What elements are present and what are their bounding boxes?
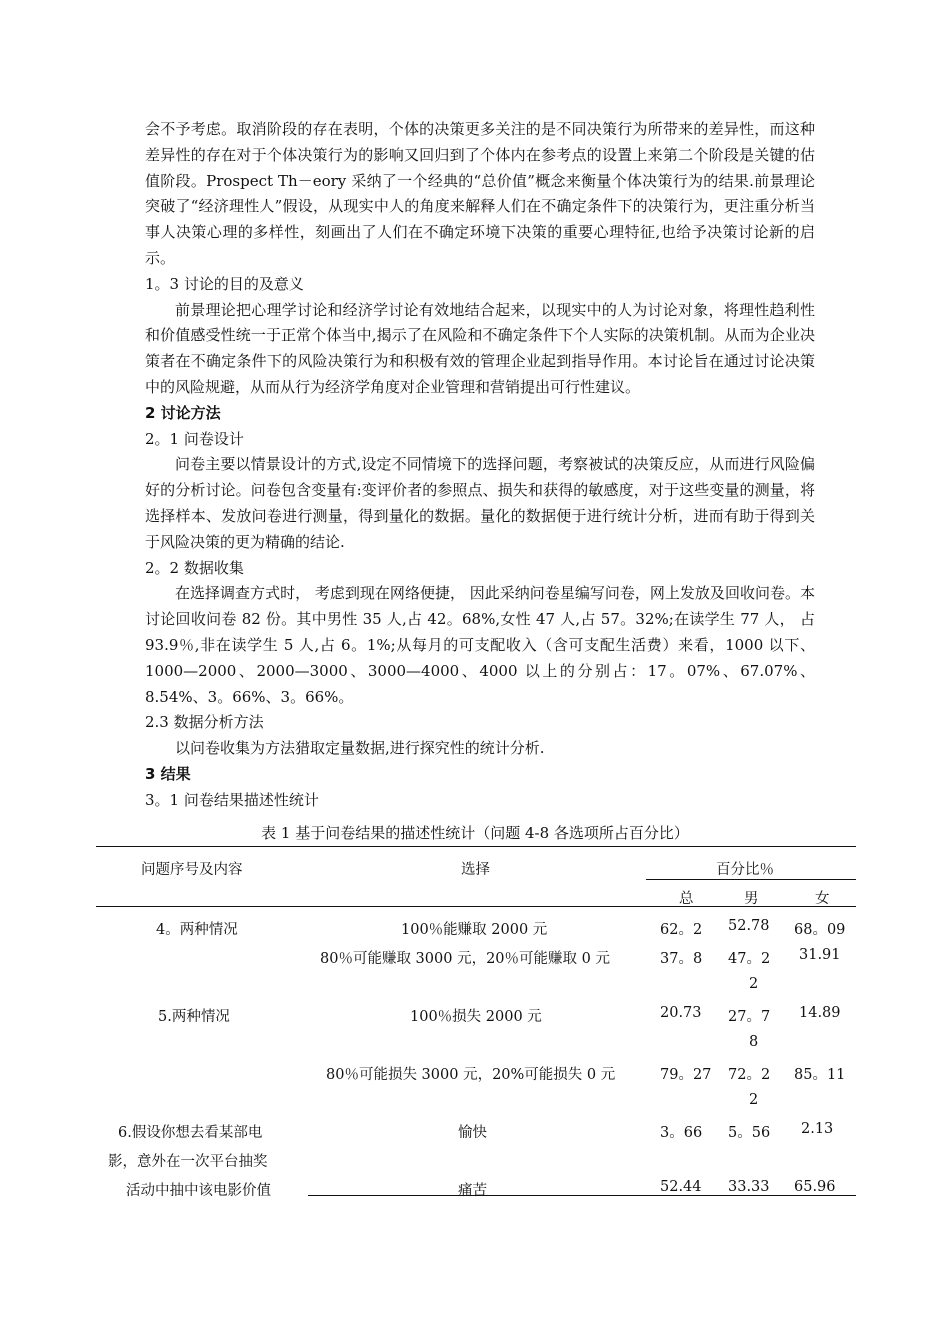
header-total: 总 — [679, 891, 694, 907]
section-1-3-heading: 1。3 讨论的目的及意义 — [145, 274, 304, 293]
body-text — [145, 117, 815, 814]
table-cell-total: 37。8 — [660, 951, 703, 967]
table-cell-choice: 100％损失 2000 元 — [410, 1009, 542, 1025]
header-question: 问题序号及内容 — [141, 862, 243, 878]
table-cell-male-wrap: 8 — [749, 1034, 759, 1050]
paragraph-analysis-method: 以问卷收集为方法猎取定量数据,进行探究性的统计分析. — [175, 739, 545, 758]
section-3-1-heading: 3。1 问卷结果描述性统计 — [145, 790, 319, 809]
section-2-3-heading: 2.3 数据分析方法 — [145, 713, 264, 732]
table-cell-male-wrap: 2 — [749, 976, 759, 992]
table-cell-total: 20.73 — [660, 1005, 702, 1021]
table-cell-female: 31.91 — [799, 947, 841, 963]
table-cell-choice: 痛苦 — [458, 1183, 487, 1199]
table-cell-total: 62。2 — [660, 922, 703, 938]
section-2-heading: 2 讨论方法 — [145, 403, 221, 422]
table-cell-total: 79。27 — [660, 1067, 712, 1083]
table-cell-male-wrap: 2 — [749, 1092, 759, 1108]
table-cell-female: 68。09 — [794, 922, 846, 938]
section-3-heading: 3 结果 — [145, 764, 191, 783]
table-cell-total: 52.44 — [660, 1179, 702, 1195]
header-sub-rule — [646, 879, 856, 880]
header-male: 男 — [744, 891, 759, 907]
table-cell-male: 72。2 — [728, 1067, 771, 1083]
table-cell-total: 3。66 — [660, 1125, 703, 1141]
table-cell-male: 52.78 — [728, 918, 770, 934]
table-cell-female: 2.13 — [801, 1121, 834, 1137]
paragraph-purpose: 前景理论把心理学讨论和经济学讨论有效地结合起来，以现实中的人为讨论对象，将理性趋利性和价值感受性统一于正常个体当中,揭示了在风险和不确定条件下个人实际的决策机制。从而为企业决策者在不确定条件下的风险决策行为和积极有效的管理企业起到指导作用。本讨论旨在通过讨论决策中的风险规避，从而从行为经济学角度对企业管理和营销提出可行性建议。 — [145, 300, 815, 396]
section-2-2-heading: 2。2 数据收集 — [145, 558, 244, 577]
table-cell-question: 6.假设你想去看某部电 — [118, 1125, 263, 1141]
header-female: 女 — [815, 891, 830, 907]
table-cell-choice: 80％可能损失 3000 元，20%可能损失 0 元 — [326, 1067, 616, 1083]
table-cell-male: 27。7 — [728, 1009, 771, 1025]
table-cell-male: 5。56 — [728, 1125, 771, 1141]
table-row-rule — [308, 1195, 856, 1196]
table-top-rule — [96, 846, 856, 847]
table-cell-female: 85。11 — [794, 1067, 846, 1083]
table-cell-male: 47。2 — [728, 951, 771, 967]
header-choice: 选择 — [461, 862, 490, 878]
paragraph-data-collection: 在选择调查方式时， 考虑到现在网络便捷， 因此采纳问卷星编写问卷，网上发放及回收问卷。本讨论回收问卷 82 份。其中男性 35 人,占 42。68%,女性 47 人,占 57。32%;在读学生 77 人， 占 93.9％,非在读学生 5 人,占 6。1%;从每月的可支配收入（含可支配生活费）来看，1000 以下、1000—2000、2000—3000、3000—4000、4000 以上的分别占：17。07%、67.07%、8.54%、3。66%、3。66%。 — [145, 584, 815, 706]
section-2-1-heading: 2。1 问卷设计 — [145, 429, 244, 448]
table-cell-female: 65.96 — [794, 1179, 836, 1195]
table-cell-question: 4。两种情况 — [156, 922, 238, 938]
table-cell-question: 5.两种情况 — [158, 1009, 230, 1025]
table-cell-question: 影，意外在一次平台抽奖 — [108, 1154, 268, 1170]
header-bottom-rule — [96, 906, 856, 907]
paragraph-intro: 会不予考虑。取消阶段的存在表明，个体的决策更多关注的是不同决策行为所带来的差异性，而这种差异性的存在对于个体决策行为的影响又回归到了个体内在参考点的设置上来第二个阶段是关键的估值阶段。Prospect Th－eory 采纳了一个经典的“总价值”概念来衡量个体决策行为的结果.前景理论突破了“经济理性人”假设，从现实中人的角度来解释人们在不确定条件下的决策行为，更注重分析当事人决策心理的多样性，刻画出了人们在不确定环境下决策的重要心理特征,也给予决策讨论新的启示。 — [145, 120, 815, 267]
table-cell-choice: 愉快 — [458, 1125, 487, 1141]
table-cell-female: 14.89 — [799, 1005, 841, 1021]
table-cell-choice: 100％能赚取 2000 元 — [401, 922, 548, 938]
table-cell-choice: 80％可能赚取 3000 元，20％可能赚取 0 元 — [320, 951, 610, 967]
table-caption: 表 1 基于问卷结果的描述性统计（问题 4-8 各选项所占百分比） — [261, 824, 689, 842]
header-percent: 百分比％ — [716, 862, 774, 878]
table-cell-question: 活动中抽中该电影价值 — [126, 1183, 271, 1199]
table-cell-male: 33.33 — [728, 1179, 770, 1195]
paragraph-questionnaire: 问卷主要以情景设计的方式,设定不同情境下的选择问题，考察被试的决策反应，从而进行风险偏好的分析讨论。问卷包含变量有:变评价者的参照点、损失和获得的敏感度，对于这些变量的测量，将选择样本、发放问卷进行测量，得到量化的数据。量化的数据便于进行统计分析，进而有助于得到关于风险决策的更为精确的结论. — [145, 455, 815, 551]
